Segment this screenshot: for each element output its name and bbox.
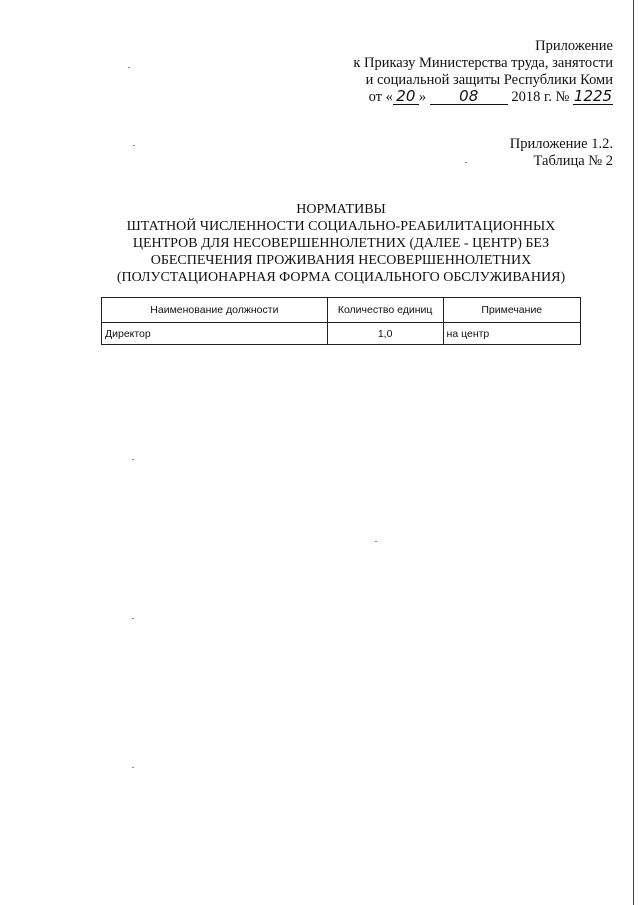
scan-edge-line (633, 0, 634, 905)
date-mid: » (418, 89, 427, 105)
cell-position: Директор (102, 323, 328, 345)
scan-speck (132, 459, 134, 460)
column-header-note: Примечание (443, 298, 580, 323)
cell-note: на центр (443, 323, 580, 345)
appendix-number: Приложение 1.2. (509, 136, 613, 152)
scan-speck (132, 618, 134, 619)
table-row (102, 323, 581, 345)
scan-speck (132, 767, 134, 768)
handwritten-order-number: 1225 (573, 87, 613, 105)
staffing-table (101, 297, 581, 345)
title-line-5: (ПОЛУСТАЦИОНАРНАЯ ФОРМА СОЦИАЛЬНОГО ОБСЛУЖИВАНИЯ) (116, 270, 566, 285)
column-header-position: Наименование должности (102, 298, 328, 323)
header-ministry-line-2: и социальной защиты Республики Коми (365, 72, 613, 88)
date-prefix: от « (368, 89, 393, 105)
table-number: Таблица № 2 (533, 153, 613, 169)
cell-quantity: 1,0 (327, 323, 443, 345)
scan-speck (465, 162, 467, 163)
scan-speck (128, 67, 130, 68)
handwritten-day: 20 (393, 89, 419, 105)
table-header-row (102, 298, 581, 323)
header-ministry-line: к Приказу Министерства труда, занятости (353, 55, 613, 71)
handwritten-month: 08 (430, 89, 508, 105)
column-header-quantity: Количество единиц (327, 298, 443, 323)
scan-speck (375, 541, 377, 542)
scan-speck (133, 145, 135, 146)
year-text: 2018 г. № (511, 89, 570, 105)
title-line-1: НОРМАТИВЫ (296, 202, 386, 217)
order-header (353, 38, 613, 106)
title-line-4: ОБЕСПЕЧЕНИЯ ПРОЖИВАНИЯ НЕСОВЕРШЕННОЛЕТНИХ (150, 253, 532, 268)
title-line-2: ШТАТНОЙ ЧИСЛЕННОСТИ СОЦИАЛЬНО-РЕАБИЛИТАЦИОННЫХ (126, 219, 556, 234)
document-title (100, 201, 582, 286)
title-line-3: ЦЕНТРОВ ДЛЯ НЕСОВЕРШЕННОЛЕТНИХ (ДАЛЕЕ - ЦЕНТР) БЕЗ (132, 236, 550, 251)
header-appendix-label: Приложение (535, 38, 613, 54)
appendix-reference (510, 136, 613, 170)
order-date-line (353, 89, 613, 106)
